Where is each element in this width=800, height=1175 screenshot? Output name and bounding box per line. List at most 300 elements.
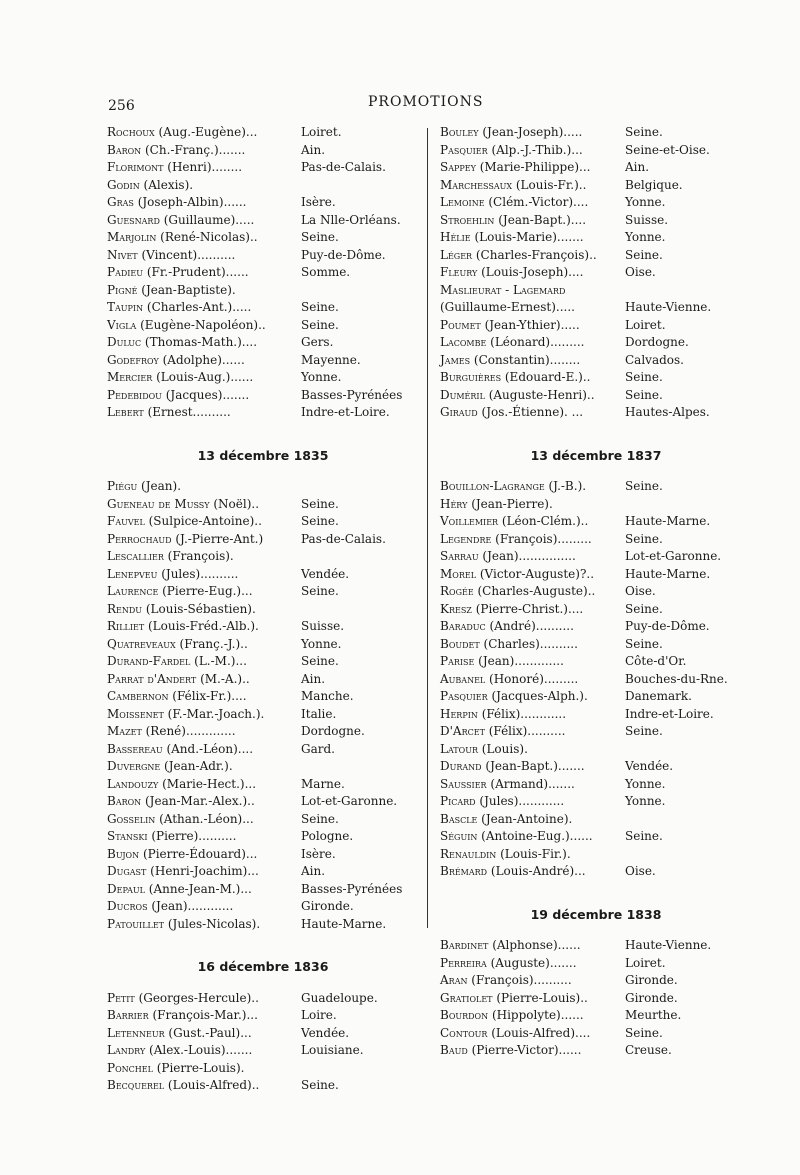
- entry-surname: Kresz: [440, 601, 472, 616]
- entry-place: Guadeloupe.: [301, 990, 378, 1005]
- promotion-entry: [107, 1042, 419, 1060]
- promotion-entry: [107, 282, 419, 300]
- entry-given-names: (Jean-Ythier).....: [480, 317, 580, 332]
- entry-surname: Duméril: [440, 387, 485, 402]
- promotion-entry: [440, 352, 752, 370]
- entry-surname: Godin: [107, 177, 140, 192]
- entry-place: Indre-et-Loire.: [625, 706, 714, 721]
- section-heading-date: 16 décembre 1836: [197, 959, 329, 974]
- entry-given-names: (Pierre-Louis).: [152, 1060, 245, 1075]
- running-title: PROMOTIONS: [368, 94, 484, 110]
- entry-place: Belgique.: [625, 177, 683, 192]
- section-heading-date: 13 décembre 1837: [530, 447, 662, 463]
- entry-name: [107, 1007, 258, 1025]
- entry-surname: Depaul: [107, 881, 145, 896]
- entry-given-names: (Alp.-J.-Thib.)...: [487, 142, 583, 157]
- promotion-entry: [440, 618, 752, 636]
- entry-place: Marne.: [301, 776, 345, 791]
- entry-surname: Bujon: [107, 846, 140, 861]
- entry-given-names: (L.-M.)...: [190, 654, 247, 668]
- entry-given-names: (Gust.-Paul)...: [164, 1025, 252, 1040]
- promotion-entry: [107, 352, 419, 370]
- entry-surname: Aubanel: [440, 671, 486, 686]
- entry-name: [107, 723, 236, 741]
- entry-name: [107, 352, 245, 370]
- entry-name: [107, 811, 254, 829]
- entry-name: [440, 955, 577, 973]
- entry-surname: Ponchel: [107, 1060, 153, 1075]
- entry-given-names: (Joseph-Albin)......: [133, 195, 247, 209]
- entry-given-names: (Thomas-Math.)....: [141, 335, 258, 349]
- entry-surname: Gosselin: [107, 811, 156, 826]
- entry-name: [107, 863, 259, 881]
- entry-place: Seine.: [301, 496, 339, 511]
- entry-name: [440, 369, 590, 387]
- entry-place: Mayenne.: [301, 352, 361, 367]
- entry-given-names: (Antoine-Eug.)......: [477, 829, 593, 843]
- entry-name: [440, 990, 588, 1008]
- entry-given-names: (Athan.-Léon)...: [155, 811, 254, 826]
- entry-name: [107, 548, 234, 566]
- entry-surname: Gratiolet: [440, 990, 493, 1005]
- promotion-entry: [440, 159, 752, 177]
- entry-given-names: (Victor-Auguste)?..: [476, 566, 595, 581]
- promotion-entry: [440, 758, 752, 776]
- entry-name: [107, 846, 257, 864]
- entry-surname: Poumet: [440, 317, 481, 332]
- promotion-entry: [440, 531, 752, 549]
- entry-name: [107, 142, 245, 160]
- entry-surname: Vigla: [107, 317, 137, 332]
- entry-surname: Landry: [107, 1043, 146, 1057]
- promotion-entry: [440, 1025, 752, 1043]
- entry-place: Gironde.: [625, 990, 678, 1005]
- promotion-entry: [107, 264, 419, 282]
- entry-name: [107, 758, 233, 776]
- left-column: [107, 124, 419, 1095]
- entry-given-names: (Anne-Jean-M.)...: [144, 881, 252, 896]
- entry-given-names: (Jean-Baptiste).: [137, 282, 236, 297]
- promotion-entry: [440, 299, 752, 317]
- entry-given-names: (Louis-Marie).......: [470, 230, 584, 244]
- entry-name: [107, 478, 181, 496]
- entry-given-names: (François).........: [491, 531, 592, 546]
- entry-given-names: (Henri)........: [163, 160, 243, 174]
- entry-name: [107, 618, 259, 636]
- entry-surname: Bourdon: [440, 1008, 489, 1022]
- entry-given-names: (Jean).............: [474, 654, 564, 668]
- entry-name: [440, 636, 578, 654]
- entry-name: [440, 478, 586, 496]
- entry-name: [440, 264, 583, 282]
- entry-given-names: (Alphonse)......: [488, 938, 581, 952]
- promotion-entry: [440, 247, 752, 265]
- promotion-entry: [107, 299, 419, 317]
- entry-given-names: (Marie-Philippe)...: [475, 160, 591, 174]
- entry-name: [440, 404, 583, 422]
- entry-given-names: (Félix-Fr.)....: [168, 689, 247, 703]
- entry-surname: Lacombe: [440, 335, 487, 349]
- entry-surname: Pasquier: [440, 142, 488, 157]
- entry-surname: Parrat d'Andert: [107, 671, 197, 686]
- entry-given-names: (Félix)..........: [484, 724, 566, 738]
- entry-surname: Godefroy: [107, 352, 159, 367]
- entry-surname: Fauvel: [107, 514, 145, 528]
- promotion-entry: [440, 194, 752, 212]
- entry-given-names: (Jean-Antoine).: [477, 811, 573, 826]
- promotion-entry: [440, 653, 752, 671]
- promotion-entry: [440, 229, 752, 247]
- entry-name: [107, 1042, 252, 1060]
- entry-name: [440, 688, 588, 706]
- entry-name: [107, 566, 238, 584]
- entry-surname: Petit: [107, 990, 135, 1005]
- entry-surname: Perrochaud: [107, 531, 172, 546]
- entry-name: [107, 496, 259, 514]
- entry-given-names: (Jules)..........: [157, 566, 239, 581]
- entry-name: [440, 618, 574, 636]
- entry-name: [440, 124, 582, 142]
- entry-place: Isère.: [301, 195, 336, 209]
- promotion-entry: [440, 212, 752, 230]
- entry-surname: Rogée: [440, 584, 474, 598]
- entry-given-names: (J.-Pierre-Ant.): [171, 531, 264, 546]
- entry-surname: Latour: [440, 741, 478, 756]
- entry-place: Ain.: [301, 142, 326, 157]
- promotion-entry: [440, 387, 752, 405]
- entry-given-names: (Alex.-Louis).......: [145, 1043, 253, 1057]
- entry-name: [440, 972, 572, 990]
- entry-given-names: (Jean-Bapt.)....: [494, 212, 587, 227]
- entry-surname: Brémard: [440, 864, 488, 878]
- entry-name: [440, 937, 581, 955]
- entry-name: [440, 212, 586, 230]
- entry-given-names: (Jos.-Étienne). ...: [477, 405, 584, 419]
- entry-name: [440, 548, 576, 566]
- entry-surname: Giraud: [440, 405, 478, 419]
- entry-given-names: (Aug.-Eugène)...: [154, 125, 258, 139]
- entry-surname: Burguières: [440, 370, 502, 384]
- column-divider: [427, 128, 428, 928]
- promotion-entry: [440, 142, 752, 160]
- entry-surname: Baron: [107, 142, 142, 157]
- entry-place: Oise.: [625, 864, 656, 878]
- entry-given-names: (Louis-Alfred)....: [487, 1025, 591, 1040]
- entry-place: Oise.: [625, 584, 656, 598]
- entry-surname: Rilliet: [107, 619, 145, 633]
- promotion-entry: [107, 618, 419, 636]
- entry-surname: Durand-Fardel: [107, 654, 191, 668]
- promotion-entry: [440, 496, 752, 514]
- entry-place: Pas-de-Calais.: [301, 160, 386, 174]
- promotion-entry: [107, 636, 419, 654]
- entry-place: Oise.: [625, 265, 656, 279]
- entry-surname: Nivet: [107, 247, 138, 262]
- entry-place: Isère.: [301, 846, 336, 861]
- entry-place: Haute-Vienne.: [625, 938, 712, 952]
- entry-place: Ain.: [301, 864, 326, 878]
- entry-surname: Rochoux: [107, 125, 155, 139]
- entry-place: Seine.: [625, 531, 663, 546]
- entry-surname: Mercier: [107, 370, 153, 384]
- entry-given-names: (Constantin)........: [470, 352, 581, 367]
- entry-place: Seine-et-Oise.: [625, 142, 710, 157]
- entry-name: [107, 990, 259, 1008]
- entry-surname: Barrier: [107, 1008, 149, 1022]
- entry-surname: Voillemier: [440, 514, 499, 528]
- entry-name: [107, 1025, 252, 1043]
- section-spacer: [107, 933, 419, 958]
- promotion-entry: [440, 688, 752, 706]
- promotion-entry: [440, 177, 752, 195]
- entry-surname: Pasquier: [440, 689, 488, 703]
- entry-place: Yonne.: [625, 794, 666, 808]
- promotion-entry: [440, 706, 752, 724]
- entry-name: [440, 811, 572, 829]
- entry-place: Yonne.: [301, 370, 342, 384]
- entry-name: [440, 513, 588, 531]
- promotion-entry: [107, 334, 419, 352]
- entry-name: [440, 317, 580, 335]
- entry-name: [107, 369, 253, 387]
- entry-given-names: (Pierre-Louis)..: [492, 990, 588, 1005]
- entry-name: [107, 264, 249, 282]
- entry-name: [440, 531, 592, 549]
- entry-place: Suisse.: [625, 212, 669, 227]
- promotion-entry: [107, 601, 419, 619]
- promotion-entry: [107, 229, 419, 247]
- entry-place: Vendée.: [301, 566, 350, 581]
- promotion-entry: [440, 1007, 752, 1025]
- entry-place: Vendée.: [301, 1025, 350, 1040]
- entry-surname: Laurence: [107, 584, 159, 598]
- entry-name: [107, 776, 256, 794]
- entry-given-names: (Clém.-Victor)....: [484, 195, 589, 209]
- entry-place: Seine.: [625, 724, 663, 738]
- promotion-entry: [107, 688, 419, 706]
- entry-given-names: (Jean-Adr.).: [160, 759, 233, 773]
- entry-name: [107, 1077, 259, 1095]
- promotion-entry: [440, 548, 752, 566]
- entry-name: [440, 583, 595, 601]
- entry-name: [440, 846, 571, 864]
- entry-given-names: (Louis-Aug.)......: [152, 370, 254, 384]
- entry-given-names: (Hippolyte)......: [488, 1008, 584, 1022]
- promotion-entry: [440, 478, 752, 496]
- entry-place: Haute-Marne.: [625, 514, 711, 528]
- promotion-entry: [107, 723, 419, 741]
- entry-name: [440, 653, 564, 671]
- entry-name: [107, 741, 253, 759]
- promotion-entry: [440, 741, 752, 759]
- entry-surname: Séguin: [440, 829, 478, 843]
- promotion-entry: [440, 776, 752, 794]
- promotion-entry: [440, 990, 752, 1008]
- entry-place: Haute-Marne.: [625, 566, 711, 581]
- entry-place: Seine.: [301, 584, 339, 598]
- entry-place: Gard.: [301, 741, 335, 756]
- entry-surname: Morel: [440, 566, 477, 581]
- entry-surname: Legendre: [440, 531, 492, 546]
- promotion-entry: [440, 636, 752, 654]
- entry-name: [440, 741, 528, 759]
- entry-name: [107, 636, 248, 654]
- entry-place: Seine.: [625, 247, 663, 262]
- promotion-entry: [107, 776, 419, 794]
- entry-name: [107, 334, 257, 352]
- section-spacer: [440, 464, 752, 478]
- entry-given-names: (Louis).: [477, 741, 528, 756]
- entry-place: Seine.: [625, 479, 663, 493]
- entry-place: Seine.: [301, 514, 339, 528]
- entry-name: [440, 159, 590, 177]
- entry-name: [107, 881, 252, 899]
- entry-place: Puy-de-Dôme.: [301, 247, 386, 262]
- entry-given-names: (Jacques).......: [161, 387, 250, 402]
- section-spacer: [440, 422, 752, 447]
- promotion-entry: [107, 758, 419, 776]
- entry-name: [107, 404, 231, 422]
- entry-place: Seine.: [301, 654, 339, 668]
- promotion-entry: [107, 212, 419, 230]
- entry-place: Gironde.: [301, 899, 354, 913]
- entry-given-names: (René).............: [141, 724, 236, 738]
- entry-given-names: (Ernest..........: [143, 405, 231, 419]
- promotion-entry: [107, 793, 419, 811]
- entry-name: [107, 653, 247, 671]
- entry-surname: Marjolin: [107, 230, 157, 244]
- promotion-entry: [440, 863, 752, 881]
- promotion-entry: [440, 846, 752, 864]
- entry-name: [107, 194, 246, 212]
- entry-name: [440, 142, 583, 160]
- entry-given-names: (Henri-Joachim)...: [146, 864, 259, 878]
- entry-place: Loiret.: [301, 125, 342, 139]
- entry-place: Basses-Pyrénées: [301, 881, 403, 896]
- entry-surname: Rendu: [107, 601, 143, 616]
- entry-given-names: (Fr.-Prudent)......: [143, 265, 249, 279]
- entry-name: [440, 299, 575, 317]
- entry-name: [440, 334, 584, 352]
- entry-surname: Cambernon: [107, 689, 169, 703]
- promotion-entry: [107, 671, 419, 689]
- entry-surname: Duvergne: [107, 759, 161, 773]
- promotion-entry: [440, 317, 752, 335]
- entry-name: [440, 758, 585, 776]
- entry-place: Loire.: [301, 1008, 337, 1022]
- entry-surname: Marchessaux: [440, 177, 513, 192]
- entry-surname: Mazet: [107, 724, 142, 738]
- entry-surname: Lenepveu: [107, 566, 158, 581]
- promotion-entry: [107, 1060, 419, 1078]
- promotion-entry: [107, 387, 419, 405]
- entry-place: Seine.: [625, 601, 663, 616]
- entry-place: Vendée.: [625, 759, 674, 773]
- entry-given-names: (Alexis).: [139, 177, 194, 192]
- entry-place: Loiret.: [625, 317, 666, 332]
- entry-given-names: (Pierre)..........: [147, 829, 237, 843]
- entry-place: Lot-et-Garonne.: [301, 794, 398, 808]
- entry-place: Seine.: [301, 1078, 339, 1092]
- entry-place: Yonne.: [301, 636, 342, 651]
- entry-place: Yonne.: [625, 776, 666, 791]
- entry-surname: Piégu: [107, 479, 138, 493]
- entry-place: Seine.: [625, 829, 663, 843]
- entry-name: [107, 247, 235, 265]
- entry-surname: Baraduc: [440, 619, 486, 633]
- entry-place: Yonne.: [625, 195, 666, 209]
- promotion-entry: [107, 863, 419, 881]
- entry-name: [440, 352, 580, 370]
- entry-surname: Sappey: [440, 160, 476, 174]
- entry-given-names: (Guillaume).....: [159, 212, 255, 227]
- entry-surname: Bassereau: [107, 741, 163, 756]
- entry-surname: Guesnard: [107, 212, 160, 227]
- entry-given-names: (Jean)............: [147, 899, 234, 913]
- promotion-entry: [440, 369, 752, 387]
- promotion-entry: [107, 513, 419, 531]
- entry-surname: Sarrau: [440, 549, 479, 563]
- entry-given-names: (André)..........: [485, 619, 574, 633]
- entry-name: [440, 863, 586, 881]
- promotion-entry: [107, 142, 419, 160]
- entry-place: La Nlle-Orléans.: [301, 212, 401, 227]
- entry-given-names: (Jean-Pierre).: [467, 496, 553, 511]
- entry-name: [107, 531, 263, 549]
- promotion-entry: [440, 811, 752, 829]
- entry-surname: Pigné: [107, 282, 138, 297]
- entry-place: Manche.: [301, 689, 354, 703]
- promotion-entry: [440, 972, 752, 990]
- entry-given-names: (François-Mar.)...: [148, 1008, 258, 1022]
- entry-name: [440, 229, 584, 247]
- entry-name: [440, 1007, 584, 1025]
- promotion-entry: [440, 601, 752, 619]
- entry-place: Dordogne.: [301, 724, 365, 738]
- entry-place: Puy-de-Dôme.: [625, 619, 710, 633]
- entry-surname: Padieu: [107, 265, 144, 279]
- entry-name: [107, 387, 249, 405]
- entry-name: [107, 177, 193, 195]
- entry-given-names: (Félix)............: [477, 706, 567, 721]
- promotion-entry: [440, 828, 752, 846]
- entry-name: [107, 317, 266, 335]
- promotion-entry: [107, 1077, 419, 1095]
- entry-surname: Baud: [440, 1043, 468, 1057]
- entry-given-names: (Pierre-Christ.)....: [471, 601, 584, 616]
- promotion-entry: [107, 159, 419, 177]
- entry-surname: Stanski: [107, 829, 148, 843]
- entry-place: Somme.: [301, 265, 351, 279]
- entry-surname: Quatreveaux: [107, 636, 176, 651]
- entry-surname: Landouzy: [107, 776, 159, 791]
- entry-surname: Letenneur: [107, 1025, 165, 1040]
- entry-given-names: (Pierre-Édouard)...: [139, 846, 258, 861]
- entry-surname: Durand: [440, 759, 482, 773]
- promotion-entry: [440, 937, 752, 955]
- entry-given-names: (Sulpice-Antoine)..: [144, 514, 262, 528]
- entry-place: Basses-Pyrénées: [301, 387, 403, 402]
- promotion-entry: [440, 583, 752, 601]
- entry-name: [107, 793, 255, 811]
- promotion-entry: [107, 1007, 419, 1025]
- promotion-entry: [440, 723, 752, 741]
- entry-surname: Boudet: [440, 636, 480, 651]
- entry-name: [440, 671, 578, 689]
- promotion-entry: [107, 846, 419, 864]
- section-spacer: [440, 923, 752, 937]
- entry-surname: Pedebidou: [107, 387, 162, 402]
